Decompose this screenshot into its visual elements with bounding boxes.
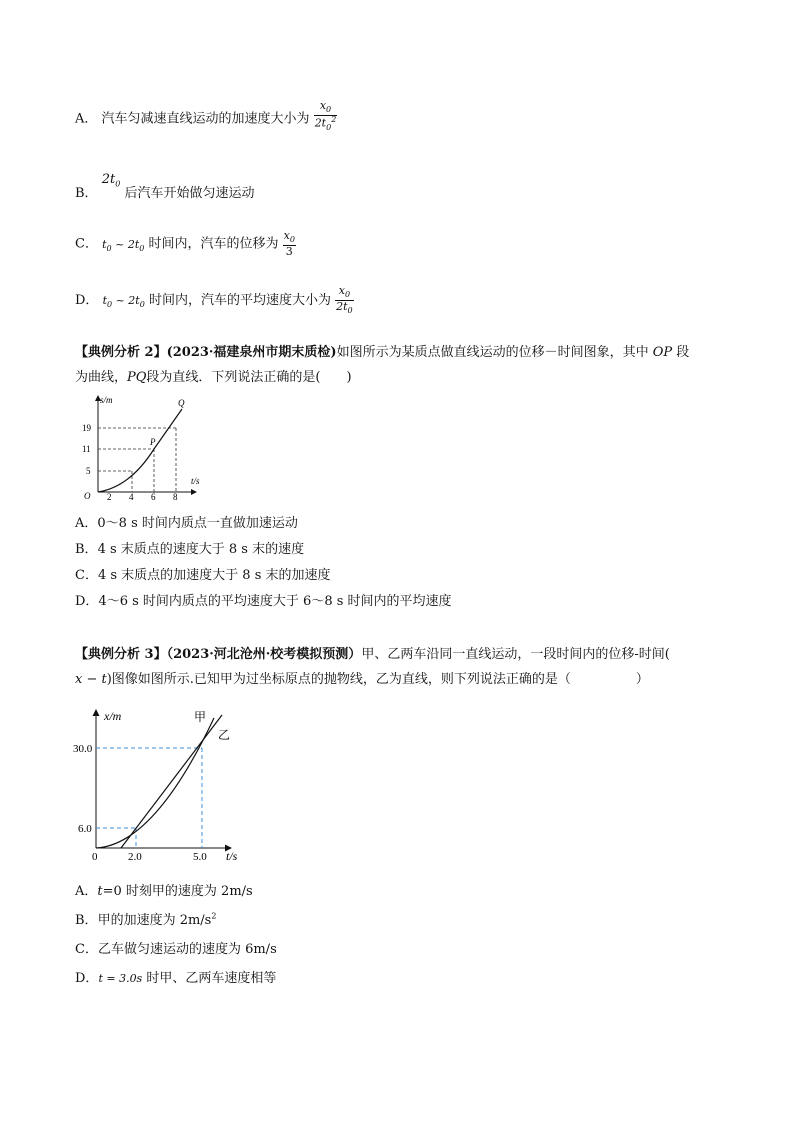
q3-option-a[interactable]: A．t=0 时刻甲的速度为 2m/s xyxy=(75,884,253,899)
y-axis-label: x/m xyxy=(104,709,122,723)
option-label: D． xyxy=(75,292,99,308)
option-text: 时间内，汽车的平均速度大小为 xyxy=(148,292,331,308)
q2-option-b[interactable] xyxy=(75,538,304,557)
example-tag: 【典例分析 3】 xyxy=(75,647,167,662)
label-jia: 甲 xyxy=(194,710,207,724)
option-label: B． xyxy=(75,186,98,201)
option-text: 乙车做匀速运动的速度为 6m/s xyxy=(97,942,277,957)
label-yi: 乙 xyxy=(218,728,231,742)
option-text: 后汽车开始做匀速运动 xyxy=(124,186,255,201)
y-tick: 5 xyxy=(86,466,91,476)
q2-option-c[interactable] xyxy=(75,564,331,583)
point-q-label: Q xyxy=(178,398,185,408)
y-tick: 11 xyxy=(82,444,91,454)
line-yi xyxy=(121,715,222,848)
q1-option-b[interactable] xyxy=(75,170,255,201)
x-tick: 4 xyxy=(129,492,134,502)
option-text: 汽车匀减速直线运动的加速度大小为 xyxy=(101,111,310,127)
line-pq xyxy=(154,409,182,449)
option-label: C． xyxy=(75,942,98,957)
q1-option-c[interactable] xyxy=(75,230,296,258)
math-expr: $t_0$ ~ $2t_0$ xyxy=(102,293,145,310)
q3-option-c[interactable] xyxy=(75,938,277,957)
option-label: D． xyxy=(75,971,99,986)
source-tag: (2023·福建泉州市期末质检) xyxy=(166,345,337,360)
x-tick: 5.0 xyxy=(193,851,207,863)
x-tick: 2.0 xyxy=(128,851,142,863)
option-label: A． xyxy=(75,111,98,127)
x-tick: 6 xyxy=(151,492,156,502)
option-label: A． xyxy=(75,516,98,531)
q2-option-a[interactable] xyxy=(75,512,298,531)
option-text: 甲的加速度为 2m/s xyxy=(97,913,212,928)
option-text: 时甲、乙两车速度相等 xyxy=(146,971,277,986)
q2-graph xyxy=(78,392,208,500)
q2-stem: 【典例分析 2】(2023·福建泉州市期末质检)如图所示为某质点做直线运动的位移－时间图象，其中 OP 段 为曲线，PQ段为直线．下列说法正确的是( ) xyxy=(75,345,690,385)
x-tick: 8 xyxy=(173,492,178,502)
option-text: 0～8 s 时间内质点一直做加速运动 xyxy=(97,516,298,531)
fraction: $\frac{x_0}{2t_0}$ xyxy=(336,284,353,316)
option-label: B． xyxy=(75,542,98,557)
option-text: 4～6 s 时间内质点的平均速度大于 6～8 s 时间内的平均速度 xyxy=(98,594,452,609)
origin-label: 0 xyxy=(92,851,98,863)
fraction: $\frac{x_0}{2t_0^2}$ xyxy=(314,99,337,132)
q2-option-d[interactable] xyxy=(75,590,452,609)
q3-option-d[interactable] xyxy=(75,967,276,986)
option-label: D． xyxy=(75,594,99,609)
y-tick: 19 xyxy=(82,423,91,433)
q3-stem: 【典例分析 3】（2023·河北沧州·校考模拟预测）甲、乙两车沿同一直线运动，一段时间内的位移-时间( x − t)图像如图所示.已知甲为过坐标原点的抛物线，乙为直线，则下列说法正确的是（ ） xyxy=(75,647,670,687)
guide-lines xyxy=(98,428,176,492)
q1-option-a[interactable] xyxy=(75,100,337,133)
fraction: $\frac{x_0}{3}$ xyxy=(283,229,295,258)
y-tick: 30.0 xyxy=(73,743,93,755)
option-label: B． xyxy=(75,913,98,928)
math-expr: $t_0$ ~ $2t_0$ xyxy=(102,237,145,253)
y-tick: 6.0 xyxy=(78,823,92,835)
math-expr: t = 3.0s xyxy=(98,972,143,985)
y-axis-label: s/m xyxy=(100,395,113,405)
math-expr: $2t_0$ xyxy=(101,172,121,189)
x-axis-label: t/s xyxy=(226,849,238,863)
option-label: C． xyxy=(75,568,98,583)
curve-op xyxy=(98,449,154,492)
q3-option-b[interactable]: B．甲的加速度为 $2m/s^2$ xyxy=(75,911,217,928)
x-axis-label: t/s xyxy=(191,476,200,486)
q3-graph xyxy=(73,705,246,865)
math-expr: x − t xyxy=(75,672,107,687)
option-label: C． xyxy=(75,236,98,252)
source-tag: （2023·河北沧州·校考模拟预测） xyxy=(166,647,362,662)
option-text: 时间内，汽车的位移为 xyxy=(148,236,279,252)
x-tick: 2 xyxy=(107,492,112,502)
option-text: 4 s 末质点的速度大于 8 s 末的速度 xyxy=(97,542,305,557)
origin-label: O xyxy=(84,491,91,501)
option-text: =0 时刻甲的速度为 2m/s xyxy=(102,884,253,899)
option-label: A． xyxy=(75,884,98,899)
point-p-label: P xyxy=(150,437,156,447)
q1-option-d[interactable] xyxy=(75,285,354,316)
option-text: 4 s 末质点的加速度大于 8 s 末的加速度 xyxy=(97,568,331,583)
example-tag: 【典例分析 2】 xyxy=(75,345,167,360)
